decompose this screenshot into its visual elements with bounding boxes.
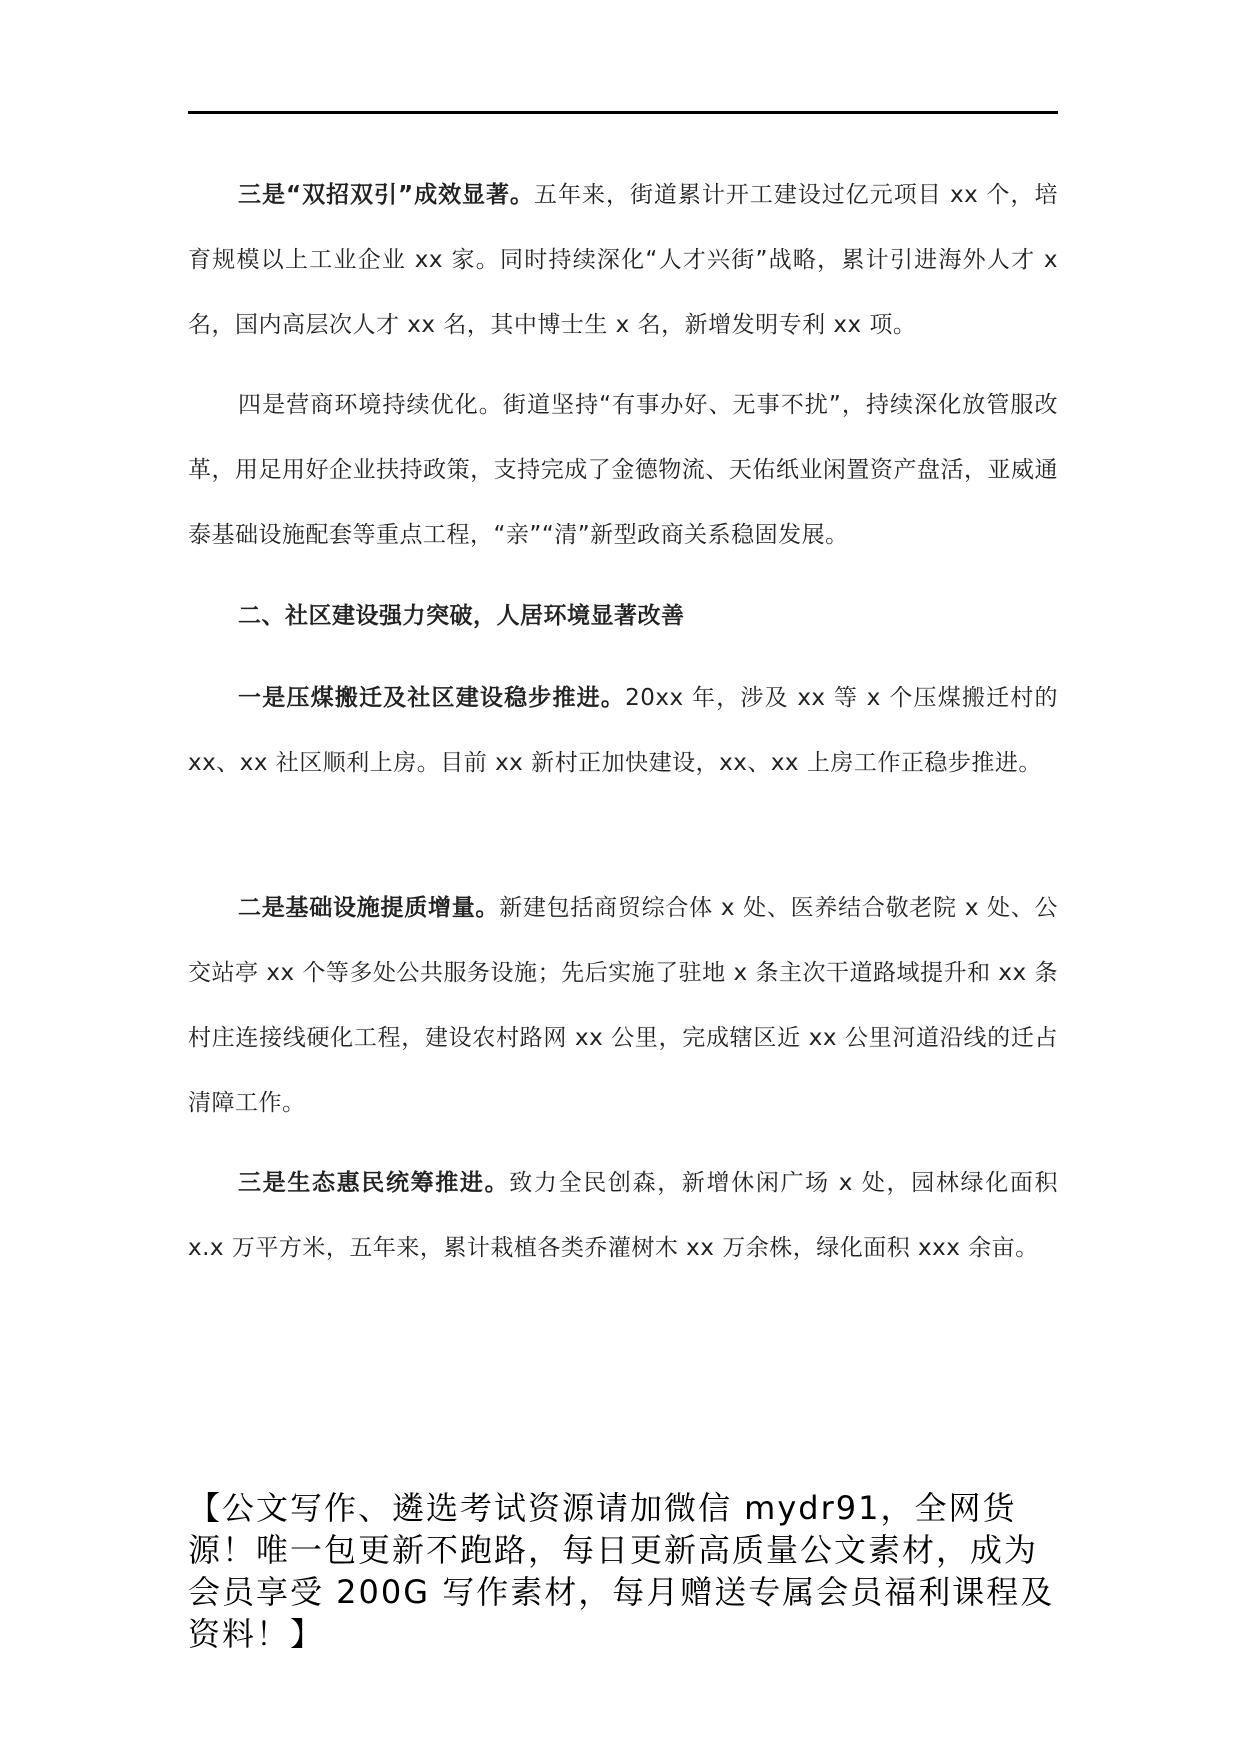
subsection-body: 新建包括商贸综合体 x 处、医养结合敬老院 x 处、公交站亭 xx 个等多处公共服务设施；先后实施了驻地 x 条主次干道路域提升和 xx 条村庄连接线硬化工程，建设农村路网 xx 公里，完成辖区近 xx 公里河道沿线的迁占清障工作。 bbox=[188, 895, 1059, 1116]
paragraph-investment bbox=[188, 163, 1058, 358]
promo-notice: 【公文写作、遴选考试资源请加微信 mydr91，全网货源！唯一包更新不跑路，每日更新高质量公文素材，成为会员享受 200G 写作素材，每月赠送专属会员福利课程及资料！】 bbox=[188, 1489, 1055, 1653]
subsection-lead: 二是基础设施提质增量。 bbox=[238, 895, 500, 921]
header-rule bbox=[188, 111, 1058, 114]
paragraph-body: 五年来，街道累计开工建设过亿元项目 xx 个，培育规模以上工业企业 xx 家。同时持续深化“人才兴街”战略，累计引进海外人才 x 名，国内高层次人才 xx 名，其中博士生 x 名，新增发明专利 xx 项。 bbox=[188, 182, 1058, 338]
paragraph-body: 四是营商环境持续优化。街道坚持“有事办好、无事不扰”，持续深化放管服改革，用足用好企业扶持政策，支持完成了金德物流、天佑纸业闲置资产盘活，亚威通泰基础设施配套等重点工程，“亲”“清”新型政商关系稳固发展。 bbox=[188, 392, 1058, 548]
subsection-relocation bbox=[188, 666, 1058, 796]
subsection-body: 致力全民创森，新增休闲广场 x 处，园林绿化面积 x.x 万平方米，五年来，累计栽植各类乔灌树木 xx 万余株，绿化面积 xxx 余亩。 bbox=[188, 1170, 1059, 1261]
subsection-body: 20xx 年，涉及 xx 等 x 个压煤搬迁村的 xx、xx 社区顺利上房。目前 xx 新村正加快建设，xx、xx 上房工作正稳步推进。 bbox=[188, 685, 1058, 776]
subsection-lead: 一是压煤搬迁及社区建设稳步推进。 bbox=[238, 685, 626, 711]
subsection-ecology bbox=[188, 1151, 1058, 1281]
paragraph-business-environment bbox=[188, 373, 1058, 568]
paragraph-lead: 三是“双招双引”成效显著。 bbox=[238, 182, 535, 208]
subsection-infrastructure bbox=[188, 876, 1058, 1136]
subsection-lead: 三是生态惠民统筹推进。 bbox=[238, 1170, 510, 1196]
section-heading: 二、社区建设强力突破，人居环境显著改善 bbox=[238, 603, 685, 629]
